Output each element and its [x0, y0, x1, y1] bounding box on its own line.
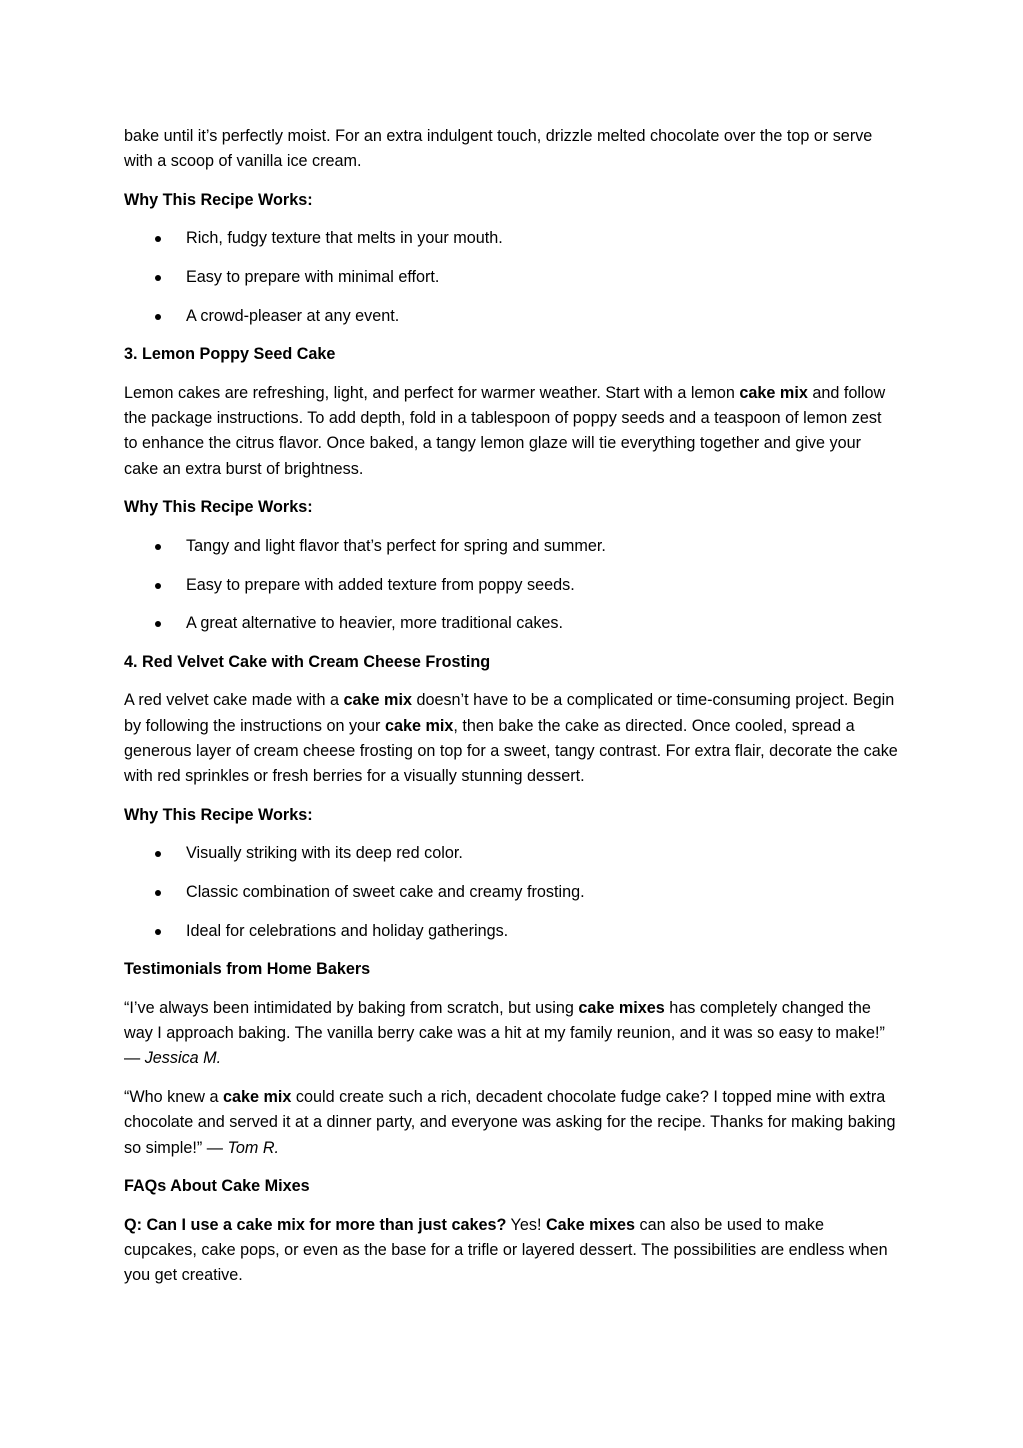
- bullet-icon: [155, 621, 161, 627]
- list-item: Easy to prepare with minimal effort.: [124, 265, 899, 290]
- testimonial-author: Tom R.: [227, 1138, 280, 1157]
- red-velvet-paragraph: A red velvet cake made with a cake mix doesn’t have to be a complicated or time-consuming project. Begin by following the instructions on your cake mix, then bake the cake as directed. Once cooled, spread a generous layer of cream cheese frosting on top for a sweet, tangy contrast. For extra flair, decorate the cake with red sprinkles or fresh berries for a visually stunning dessert.: [124, 691, 898, 786]
- why-works-list-red-velvet: [124, 841, 899, 943]
- faq-item: Q: Can I use a cake mix for more than just cakes? Yes! Cake mixes can also be used to make cupcakes, cake pops, or even as the base for a trifle or layered dessert. The possibilities are endless when you get creative.: [124, 1215, 888, 1285]
- list-item: A great alternative to heavier, more traditional cakes.: [124, 611, 899, 636]
- bullet-icon: [155, 890, 161, 896]
- bullet-icon: [155, 236, 161, 242]
- why-works-heading-red-velvet: Why This Recipe Works:: [124, 805, 313, 824]
- keyword-cake-mixes: cake mixes: [578, 998, 665, 1017]
- keyword-cake-mix: cake mix: [343, 691, 412, 710]
- red-velvet-heading: 4. Red Velvet Cake with Cream Cheese Frosting: [124, 652, 491, 671]
- faqs-heading: FAQs About Cake Mixes: [124, 1177, 310, 1196]
- testimonials-heading: Testimonials from Home Bakers: [124, 960, 371, 979]
- bullet-icon: [155, 851, 161, 857]
- testimonial-jessica: “I’ve always been intimidated by baking from scratch, but using cake mixes has completely changed the way I approach baking. The vanilla berry cake was a hit at my family reunion, and it was so easy to make!” — Jessica M.: [124, 998, 885, 1068]
- why-works-heading-lemon: Why This Recipe Works:: [124, 498, 313, 517]
- bullet-icon: [155, 583, 161, 589]
- document-page: [124, 124, 899, 1302]
- testimonial-tom: “Who knew a cake mix could create such a rich, decadent chocolate fudge cake? I topped mine with extra chocolate and served it at a dinner party, and everyone was asking for the recipe. Thanks for making baking so simple!” — Tom R.: [124, 1087, 896, 1157]
- list-item: Tangy and light flavor that’s perfect for spring and summer.: [124, 534, 899, 559]
- why-works-heading-chocolate: Why This Recipe Works:: [124, 190, 313, 209]
- list-item: A crowd-pleaser at any event.: [124, 304, 899, 329]
- list-item: Ideal for celebrations and holiday gatherings.: [124, 919, 899, 944]
- keyword-cake-mix: cake mix: [222, 1087, 292, 1106]
- keyword-cake-mix: cake mix: [739, 383, 808, 402]
- intro-paragraph: bake until it’s perfectly moist. For an extra indulgent touch, drizzle melted chocolate over the top or serve with a scoop of vanilla ice cream.: [124, 127, 873, 171]
- list-item: Visually striking with its deep red color.: [124, 841, 899, 866]
- faq-question: Q: Can I use a cake mix for more than just cakes?: [124, 1215, 507, 1234]
- lemon-heading: 3. Lemon Poppy Seed Cake: [124, 345, 336, 364]
- list-item: Easy to prepare with added texture from poppy seeds.: [124, 573, 899, 598]
- bullet-icon: [155, 314, 161, 320]
- list-item: Rich, fudgy texture that melts in your mouth.: [124, 226, 899, 251]
- bullet-icon: [155, 275, 161, 281]
- keyword-cake-mix: cake mix: [384, 716, 454, 735]
- testimonial-author: Jessica M.: [144, 1049, 222, 1068]
- list-item: Classic combination of sweet cake and creamy frosting.: [124, 880, 899, 905]
- keyword-cake-mixes: Cake mixes: [545, 1215, 636, 1234]
- bullet-icon: [155, 544, 161, 550]
- why-works-list-chocolate: [124, 226, 899, 328]
- lemon-paragraph: Lemon cakes are refreshing, light, and perfect for warmer weather. Start with a lemon cake mix and follow the package instructions. To add depth, fold in a tablespoon of poppy seeds and a teaspoon of lemon zest to enhance the citrus flavor. Once baked, a tangy lemon glaze will tie everything together and give your cake an extra burst of brightness.: [124, 383, 886, 478]
- why-works-list-lemon: [124, 534, 899, 636]
- bullet-icon: [155, 929, 161, 935]
